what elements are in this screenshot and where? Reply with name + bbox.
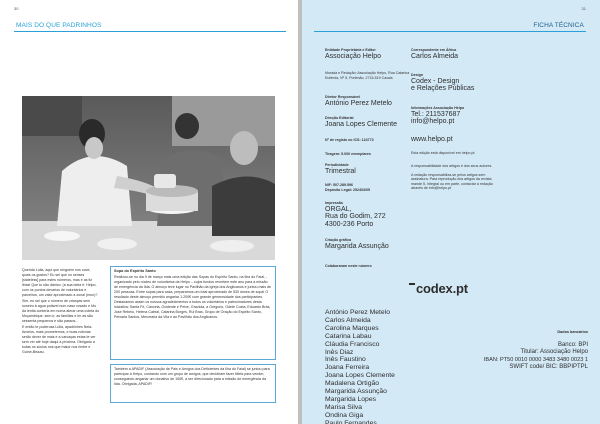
collaborator: Carlos Almeida	[325, 316, 371, 324]
page-number: 30	[14, 6, 19, 11]
sidebox-heading: Sopa do Espírito Santo	[114, 269, 156, 273]
collaborator: Marisa Silva	[325, 403, 363, 411]
body-paragraph: Querida Lúlia, aqui que ninguém nos ouve, quais os gostos? Eu sei que no senses [stateless] para estes números, mas e as fiz ilhas! Que tu são dânico: (a sua ideia é: Helpo, com os pontos devarios de voluntários e parceiros, um valor aproximado a zonal (euro)?	[22, 268, 98, 297]
masthead-responsibility	[411, 164, 499, 191]
africa-label: Correspondente em África	[411, 48, 457, 52]
email-value: info@helpo.pt	[411, 118, 455, 126]
bank-label: Dados bancários	[557, 330, 588, 334]
africa-value: Carlos Almeida	[411, 52, 459, 60]
masthead-nif	[325, 183, 420, 192]
printing-value: ORGAL,	[325, 205, 352, 213]
director-value: António Perez Metelo	[325, 99, 392, 107]
pdf-note: Esta edição está disponível em helpo.pt	[411, 151, 475, 155]
collaborator: Catarina Labau	[325, 332, 372, 340]
masthead-erc	[325, 138, 420, 143]
body-paragraph: Sim, eu sei que o número de crianças sem soneiro à agua potável num naso rosado e Mo da lentia conteria em numa alerar uma coleta do Moçambique, sem-ir, as familias e ler as são sessenta pequenos e são passos...	[22, 299, 100, 323]
graphic-value: Margarida Assunção	[325, 242, 389, 250]
collaborator: Joana Lopes Clemente	[325, 372, 395, 380]
printing-value: 4300-236 Porto	[325, 221, 374, 229]
owner-label: Entidade Proprietária e Editor	[325, 48, 376, 52]
photo-illustration	[22, 96, 275, 260]
masthead-address	[325, 71, 417, 80]
periodicity-label: Periodicidade	[325, 163, 349, 167]
masthead-owner	[325, 48, 420, 60]
bank-holder: Titular: Associação Helpo	[520, 349, 588, 356]
article-body	[22, 268, 100, 356]
collaborator: Ondina Giga	[325, 411, 364, 419]
logo-text: codex.pt	[416, 281, 468, 296]
collaborator: Carolina Marques	[325, 324, 379, 332]
website-link[interactable]: www.helpo.pt	[411, 136, 453, 143]
masthead-collaborators-heading	[325, 264, 420, 269]
sidebox-sopa	[110, 266, 276, 360]
nif-label: NIF: 507.289.596	[325, 183, 353, 187]
bank-swift: SWIFT code/ BIC: BBPIPTPL	[509, 364, 588, 371]
collaborator: Margarida Assunção	[325, 388, 387, 396]
printing-value: Rua do Godim, 272	[325, 213, 386, 221]
owner-value: Associação Helpo	[325, 52, 382, 60]
masthead-print-run	[325, 152, 420, 157]
masthead-periodicity	[325, 163, 420, 175]
collaborator: Inês Diaz	[325, 348, 354, 356]
collaborators-label: Colaboraram neste número	[325, 264, 372, 268]
collaborator: Paulo Fernandes	[325, 419, 377, 424]
bank-details	[452, 330, 588, 372]
left-page	[0, 0, 298, 424]
graphic-label: Criação gráfica	[325, 238, 351, 242]
responsibility-note: A redação responsabiliza-se pelos artigos sem assinatura. Para reprodução dos artigos da revista mande 5, Integral ou em parte, contactar a redação através de info@helpo.pt	[411, 172, 493, 191]
header-rule	[14, 31, 286, 32]
running-title: MAIS DO QUE PADRINHOS	[16, 22, 102, 29]
collaborator: Madalena Ortigão	[325, 380, 380, 388]
collaborator: Margarida Lopes	[325, 395, 377, 403]
editorial-label: Direção Editorial	[325, 116, 354, 120]
page-number: 31	[581, 6, 586, 11]
design-value: e Relações Públicas	[411, 85, 475, 93]
volunteers-photo	[22, 96, 275, 260]
address-text: Morada e Redação: Associação Helpo, Rua Catarina Eufémia, Nº 5, Portimão, 2715-519 Caxais	[325, 71, 410, 80]
collaborator: Joana Ferreira	[325, 364, 370, 372]
sidebox-text: Realizou-se no dia 9 de março mais uma edição das Sopas do Espírito Santo, na Ilha do Faial, - organizado pelo núcleo de voluntários da Helpo – cujos fundos revertem este ano para a missão de emergência da Ilda. O almoço teve lugar no Pavilhão da Igreja dos Anglicanos e juntou mais de 200 pessoas. Entre sopas para casa, preparamos um total aproximado de 530 doses de sopa! O resultado deste almoço permitiu angariar 1.200€ com grande generosidade dos participantes. Destacamos assim os nossos agradecimentos a todos os voluntários e patrocinadores desta iniciativa: Santa Fé, Cancela, Ocidente e Peixe, Graviola, a Gregorio, Odete Costa, Eduardo Brás, Jose Rebelo, Helena Cabral, Catarina Borges, Rui Bras, Grupo de Oração do Espirito Santo, Peixaria Santos, Mercearia da Vila e ao Pavilhão dos Anglicanos.	[114, 275, 272, 319]
info-label: Informações Associação Helpo	[411, 106, 465, 110]
masthead-editorial	[325, 116, 420, 128]
masthead-website	[411, 136, 501, 144]
sidebox-apadif	[110, 364, 276, 403]
erc-label: Nº de registo no ICS: 124773	[325, 138, 374, 142]
masthead-graphic	[325, 238, 420, 250]
right-page	[302, 0, 600, 424]
design-label: Design	[411, 73, 423, 77]
collaborator: Inês Faustino	[325, 356, 366, 364]
masthead-africa	[411, 48, 501, 60]
director-label: Diretor Responsável	[325, 95, 360, 99]
collaborator: Cláudia Francisco	[325, 340, 380, 348]
periodicity-value: Trimestral	[325, 167, 356, 175]
sidebox-text: Também a APADIF (Associação de Pais e Amigos dos Deficientes da Ilha do Faial) se juntou para participar à Helpo, contando com um grupo de amigos, que decidiram fazer fillets para vender, conseguindo angariar um donativo de 150€, a ser direcionado para a missão de emergência da Ilda. Obrigada, APADIF!	[114, 367, 270, 386]
responsibility-note: A responsabilidade dos artigos é dos seus autores.	[411, 164, 493, 168]
masthead-director	[325, 95, 420, 107]
deposit-label: Depósito Legal: 252403/05	[325, 187, 370, 192]
bank-name: Banco: BPI	[557, 342, 588, 348]
design-value: Codex - Design	[411, 77, 460, 85]
running-title: FICHA TÉCNICA	[533, 22, 584, 29]
body-paragraph: E então te poderosa Lúlia, apadrinhes Nela-Amelos, mais prometemos, e boas notícias serão dever de mais e a carcaças estas te ver sem ver até hoje daqui a próxima. Obrigado a todas os sócios nos que maior nos rimbe e Guiné-Bissau.	[22, 325, 96, 354]
collaborator: António Perez Metelo	[325, 309, 390, 316]
bank-iban: IBAN: PT50 0010 0000 3483 3480 0023 1	[483, 356, 588, 363]
masthead-info	[411, 106, 501, 126]
editorial-value: Joana Lopes Clemente	[325, 120, 397, 128]
masthead-design	[411, 73, 501, 93]
printing-label: Impressão	[325, 201, 343, 205]
collaborators-list	[325, 309, 395, 424]
header-rule	[314, 31, 586, 32]
masthead-pdf-note	[411, 151, 501, 156]
print-run-label: Tiragem: 5.000 exemplares	[325, 152, 371, 156]
codex-logo	[408, 278, 468, 302]
phone-value: Tel.: 211537687	[411, 110, 461, 118]
masthead-printing	[325, 201, 420, 229]
